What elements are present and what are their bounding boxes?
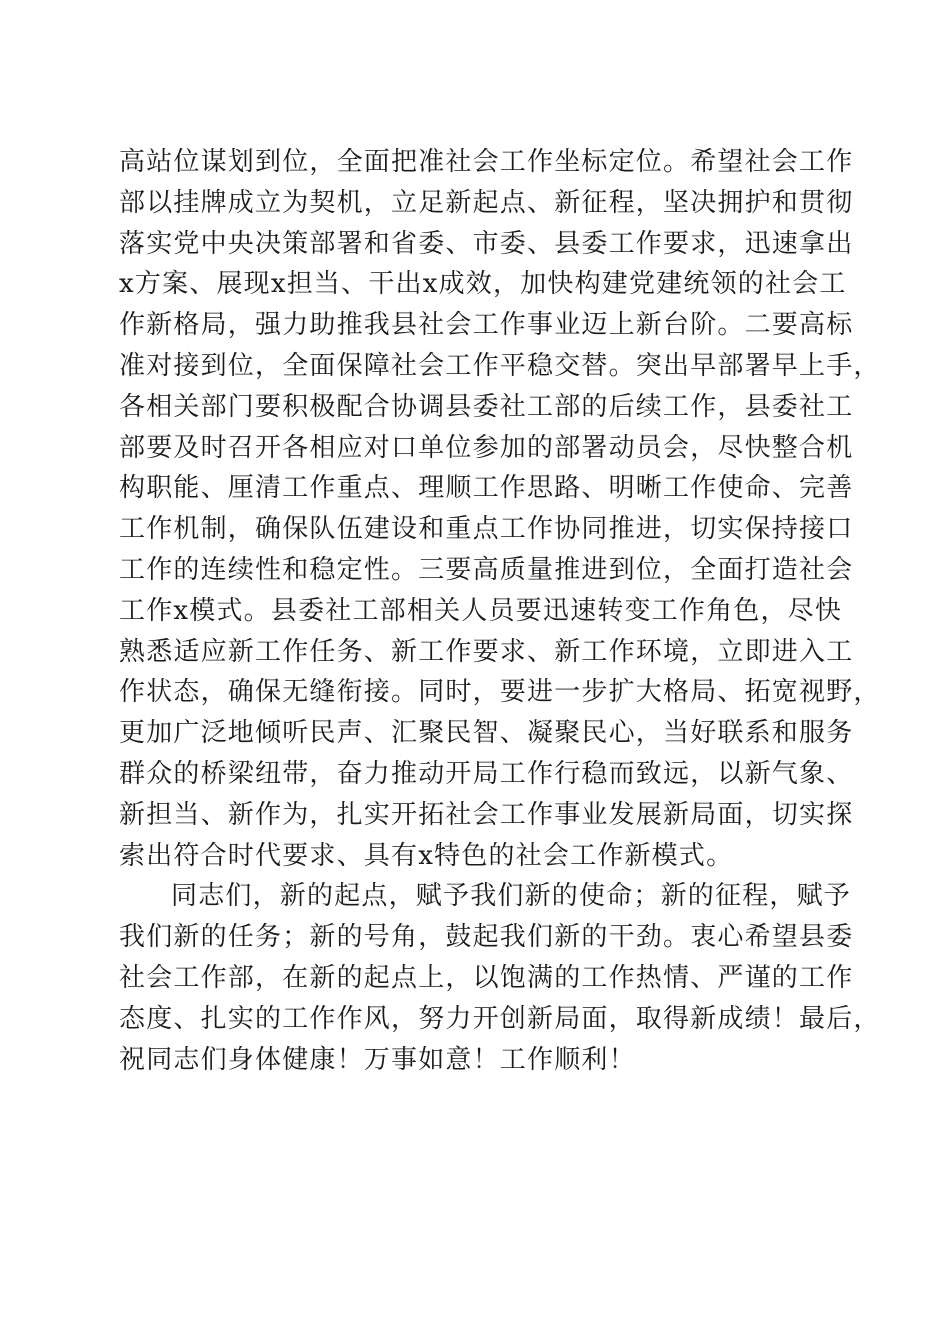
text-line: 更加广泛地倾听民声、汇聚民智、凝聚民心，当好联系和服务	[119, 718, 854, 749]
text-line: 高站位谋划到位，全面把准社会工作坐标定位。希望社会工作	[119, 147, 854, 177]
text-line: x方案、展现x担当、干出x成效，加快构建党建统领的社会工	[119, 269, 847, 300]
text-line: 构职能、厘清工作重点、理顺工作思路、明晰工作使命、完善	[119, 473, 854, 504]
text-line: 工作机制，确保队伍建设和重点工作协同推进，切实保持接口	[119, 514, 854, 545]
text-line: 工作x模式。县委社工部相关人员要迅速转变工作角色，尽快	[119, 595, 843, 626]
text-line: 同志们，新的起点，赋予我们新的使命；新的征程，赋予	[171, 881, 852, 912]
text-line: 索出符合时代要求、具有x特色的社会工作新模式。	[119, 840, 734, 871]
document-body	[119, 142, 881, 1080]
text-line: 祝同志们身体健康！万事如意！工作顺利！	[119, 1044, 636, 1075]
text-line: 落实党中央决策部署和省委、市委、县委工作要求，迅速拿出	[119, 228, 854, 259]
text-line: 态度、扎实的工作作风，努力开创新局面，取得新成绩！最后，	[119, 1003, 881, 1034]
text-line: 各相关部门要积极配合协调县委社工部的后续工作，县委社工	[119, 391, 854, 422]
text-line: 熟悉适应新工作任务、新工作要求、新工作环境，立即进入工	[119, 636, 854, 667]
paragraph-1	[119, 142, 881, 876]
text-line: 新担当、新作为，扎实开拓社会工作事业发展新局面，切实探	[119, 799, 854, 830]
text-line: 作新格局，强力助推我县社会工作事业迈上新台阶。二要高标	[119, 310, 854, 341]
text-line: 我们新的任务；新的号角，鼓起我们新的干劲。衷心希望县委	[119, 922, 854, 953]
text-line: 工作的连续性和稳定性。三要高质量推进到位，全面打造社会	[119, 554, 854, 585]
paragraph-2	[119, 876, 881, 1080]
text-line: 社会工作部，在新的起点上，以饱满的工作热情、严谨的工作	[119, 962, 854, 993]
text-line: 部要及时召开各相应对口单位参加的部署动员会，尽快整合机	[119, 432, 854, 463]
text-line: 部以挂牌成立为契机，立足新起点、新征程，坚决拥护和贯彻	[119, 187, 854, 218]
text-line: 群众的桥梁纽带，奋力推动开局工作行稳而致远，以新气象、	[119, 758, 854, 789]
text-line: 准对接到位，全面保障社会工作平稳交替。突出早部署早上手，	[119, 350, 881, 381]
text-line: 作状态，确保无缝衔接。同时，要进一步扩大格局、拓宽视野，	[119, 677, 881, 708]
